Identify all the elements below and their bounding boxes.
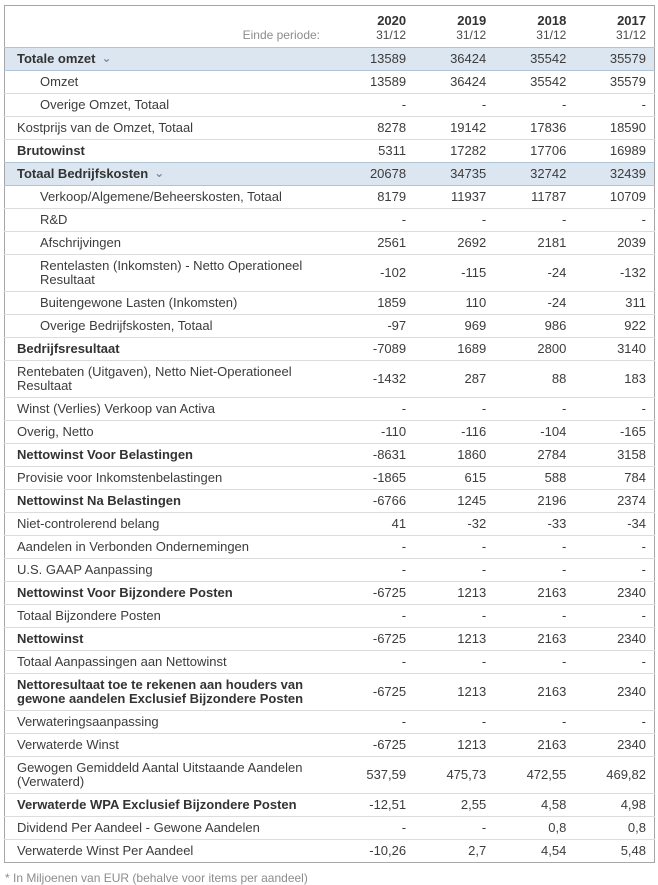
cell-value: - [481, 539, 487, 554]
cell-value: 20678 [369, 166, 407, 181]
cell-value: 17836 [530, 120, 567, 135]
table-row [5, 817, 655, 840]
table-row [5, 711, 655, 734]
cell-value: - [561, 654, 567, 669]
table-row [5, 338, 655, 361]
cell-value: -165 [619, 424, 646, 439]
section-row[interactable] [5, 163, 655, 186]
row-label [5, 292, 335, 315]
cell-value: 2039 [617, 235, 646, 250]
cell-value: 35579 [609, 51, 646, 66]
chevron-down-icon: ⌄ [101, 51, 112, 65]
cell-value: - [481, 562, 487, 577]
row-label-text: Nettowinst Voor Bijzondere Posten [17, 585, 233, 600]
column-header-2017 [574, 6, 654, 48]
row-label [5, 582, 335, 605]
row-label [5, 186, 335, 209]
cell-value: - [641, 97, 646, 112]
cell-value: 34735 [450, 166, 487, 181]
cell-value: 13589 [369, 74, 407, 89]
cell-value: -12,51 [369, 797, 407, 812]
cell-value: -6766 [372, 493, 407, 508]
cell-value: - [641, 608, 646, 623]
table-row [5, 255, 655, 292]
row-label [5, 361, 335, 398]
cell-value: -24 [547, 265, 567, 280]
chevron-down-icon: ⌄ [154, 166, 165, 180]
cell-value: -10,26 [369, 843, 407, 858]
cell-value: 922 [624, 318, 646, 333]
row-label-text: Rentebaten (Uitgaven), Netto Niet-Operationeel Resultaat [17, 364, 292, 393]
cell-value: - [561, 714, 567, 729]
cell-value: -6725 [372, 684, 407, 699]
row-label-text: Rentelasten (Inkomsten) - Netto Operationeel Resultaat [40, 258, 303, 287]
row-label-text: R&D [40, 212, 68, 227]
cell-value: 13589 [369, 51, 407, 66]
row-label [5, 209, 335, 232]
cell-value: 287 [464, 371, 487, 386]
row-label [5, 338, 335, 361]
table-row [5, 71, 655, 94]
row-label[interactable] [5, 163, 335, 186]
table-row [5, 536, 655, 559]
cell-value: - [481, 714, 487, 729]
cell-value: 472,55 [526, 767, 567, 782]
row-label [5, 536, 335, 559]
row-label [5, 794, 335, 817]
row-label-text: Brutowinst [17, 143, 85, 158]
row-label [5, 757, 335, 794]
row-label-text: Overige Omzet, Totaal [40, 97, 170, 112]
table-row [5, 292, 655, 315]
row-label [5, 559, 335, 582]
cell-value: 784 [624, 470, 646, 485]
row-label [5, 421, 335, 444]
column-year-label: 2017 [617, 13, 646, 28]
cell-value: - [561, 401, 567, 416]
row-label [5, 840, 335, 863]
cell-value: 1213 [457, 737, 487, 752]
cell-value: - [401, 654, 407, 669]
units-footnote: * In Miljoenen van EUR (behalve voor items per aandeel) [5, 871, 308, 885]
row-label [5, 444, 335, 467]
cell-value: 18590 [609, 120, 646, 135]
cell-value: 2784 [537, 447, 567, 462]
cell-value: 1245 [457, 493, 487, 508]
cell-value: -8631 [372, 447, 407, 462]
cell-value: 4,54 [541, 843, 567, 858]
cell-value: - [561, 608, 567, 623]
cell-value: 4,98 [620, 797, 646, 812]
cell-value: - [481, 608, 487, 623]
cell-value: -7089 [372, 341, 407, 356]
row-label-text: U.S. GAAP Aanpassing [17, 562, 153, 577]
row-label-text: Provisie voor Inkomstenbelastingen [17, 470, 223, 485]
cell-value: 36424 [450, 74, 487, 89]
row-label [5, 490, 335, 513]
table-row [5, 186, 655, 209]
cell-value: 3140 [617, 341, 646, 356]
cell-value: 1689 [457, 341, 487, 356]
cell-value: 32742 [530, 166, 567, 181]
cell-value: 0,8 [548, 820, 567, 835]
cell-value: 1859 [377, 295, 407, 310]
cell-value: - [641, 562, 646, 577]
cell-value: 88 [551, 371, 567, 386]
cell-value: 2561 [377, 235, 407, 250]
table-row [5, 140, 655, 163]
table-row [5, 444, 655, 467]
row-label-text: Nettowinst [17, 631, 84, 646]
row-label [5, 140, 335, 163]
cell-value: - [401, 820, 407, 835]
cell-value: 986 [544, 318, 567, 333]
cell-value: 3158 [617, 447, 646, 462]
row-label [5, 398, 335, 421]
row-label [5, 734, 335, 757]
cell-value: -104 [540, 424, 567, 439]
cell-value: 16989 [609, 143, 646, 158]
column-year-label: 2019 [457, 13, 487, 28]
cell-value: - [641, 212, 646, 227]
row-label-text: Verkoop/Algemene/Beheerskosten, Totaal [40, 189, 282, 204]
row-label-text: Overig, Netto [17, 424, 94, 439]
cell-value: 17282 [450, 143, 487, 158]
table-row [5, 467, 655, 490]
table-row [5, 794, 655, 817]
table-row [5, 513, 655, 536]
cell-value: 17706 [530, 143, 567, 158]
cell-value: - [401, 539, 407, 554]
cell-value: -110 [381, 424, 407, 439]
cell-value: -6725 [372, 585, 407, 600]
cell-value: 588 [544, 470, 567, 485]
cell-value: - [561, 539, 567, 554]
end-period-label: Einde periode: [5, 6, 335, 48]
table-header [5, 6, 655, 48]
cell-value: - [641, 401, 646, 416]
cell-value: 2340 [617, 737, 646, 752]
cell-value: - [401, 714, 407, 729]
cell-value: 41 [391, 516, 407, 531]
column-date-label: 31/12 [536, 28, 567, 42]
income-statement-table [4, 5, 655, 863]
row-label [5, 94, 335, 117]
row-label-text: Verwaterde Winst Per Aandeel [17, 843, 194, 858]
column-year-label: 2018 [537, 13, 567, 28]
cell-value: 1213 [457, 585, 487, 600]
cell-value: 11787 [531, 189, 567, 204]
header-row [5, 6, 655, 48]
cell-value: -32 [467, 516, 487, 531]
cell-value: 8278 [377, 120, 407, 135]
row-label-text: Bedrijfsresultaat [17, 341, 120, 356]
row-label [5, 315, 335, 338]
column-header-2020 [334, 6, 414, 48]
cell-value: 2196 [537, 493, 567, 508]
table-row [5, 651, 655, 674]
cell-value: 1860 [457, 447, 487, 462]
cell-value: - [401, 97, 407, 112]
cell-value: - [401, 212, 407, 227]
column-date-label: 31/12 [456, 28, 487, 42]
cell-value: - [641, 714, 646, 729]
cell-value: 0,8 [627, 820, 646, 835]
cell-value: -115 [461, 265, 487, 280]
row-label-text: Overige Bedrijfskosten, Totaal [40, 318, 213, 333]
column-date-label: 31/12 [376, 28, 407, 42]
cell-value: -33 [547, 516, 567, 531]
table-row [5, 757, 655, 794]
table-row [5, 628, 655, 651]
cell-value: 1213 [457, 631, 487, 646]
cell-value: - [481, 401, 487, 416]
table-row [5, 582, 655, 605]
table-row [5, 94, 655, 117]
column-year-label: 2020 [377, 13, 407, 28]
cell-value: - [561, 97, 567, 112]
cell-value: - [481, 820, 487, 835]
table-row [5, 421, 655, 444]
cell-value: 2181 [537, 235, 567, 250]
cell-value: - [401, 608, 407, 623]
cell-value: -1432 [372, 371, 407, 386]
cell-value: - [481, 654, 487, 669]
row-label-text: Totaal Bedrijfskosten [17, 166, 149, 181]
cell-value: -1865 [372, 470, 407, 485]
row-label-text: Niet-controlerend belang [17, 516, 160, 531]
row-label-text: Totaal Aanpassingen aan Nettowinst [17, 654, 227, 669]
cell-value: 8179 [377, 189, 407, 204]
cell-value: 2163 [537, 585, 567, 600]
table-row [5, 361, 655, 398]
row-label [5, 605, 335, 628]
cell-value: 2340 [617, 631, 646, 646]
row-label-text: Totaal Bijzondere Posten [17, 608, 161, 623]
row-label-text: Aandelen in Verbonden Ondernemingen [17, 539, 250, 554]
row-label-text: Afschrijvingen [40, 235, 121, 250]
cell-value: 2163 [537, 737, 567, 752]
cell-value: 2,55 [460, 797, 487, 812]
row-label [5, 817, 335, 840]
cell-value: 35542 [530, 51, 567, 66]
table-row [5, 605, 655, 628]
table-row [5, 840, 655, 863]
row-label-text: Dividend Per Aandeel - Gewone Aandelen [17, 820, 260, 835]
table-row [5, 734, 655, 757]
cell-value: -24 [547, 295, 567, 310]
table-row [5, 490, 655, 513]
cell-value: 4,58 [541, 797, 567, 812]
cell-value: - [561, 562, 567, 577]
table-row [5, 559, 655, 582]
row-label-text: Gewogen Gemiddeld Aantal Uitstaande Aandelen (Verwaterd) [17, 760, 303, 789]
row-label-text: Verwaterde WPA Exclusief Bijzondere Posten [17, 797, 297, 812]
cell-value: 10709 [609, 189, 646, 204]
row-label [5, 467, 335, 490]
row-label [5, 674, 335, 711]
row-label [5, 711, 335, 734]
row-label[interactable] [5, 48, 335, 71]
cell-value: 35579 [609, 74, 646, 89]
cell-value: 969 [464, 318, 487, 333]
row-label [5, 232, 335, 255]
cell-value: 2163 [537, 631, 567, 646]
cell-value: -34 [627, 516, 646, 531]
row-label [5, 255, 335, 292]
row-label-text: Verwaterde Winst [17, 737, 119, 752]
column-header-2018 [494, 6, 574, 48]
table-row [5, 117, 655, 140]
row-label-text: Buitengewone Lasten (Inkomsten) [40, 295, 238, 310]
cell-value: 2692 [457, 235, 487, 250]
cell-value: - [401, 401, 407, 416]
cell-value: 1213 [457, 684, 487, 699]
cell-value: -6725 [372, 631, 407, 646]
cell-value: 2340 [617, 684, 646, 699]
row-label-text: Winst (Verlies) Verkoop van Activa [17, 401, 215, 416]
cell-value: 5311 [378, 143, 407, 158]
table-row [5, 398, 655, 421]
row-label [5, 117, 335, 140]
cell-value: 615 [464, 470, 487, 485]
row-label-text: Nettowinst Voor Belastingen [17, 447, 193, 462]
cell-value: 11937 [451, 189, 487, 204]
cell-value: 183 [624, 371, 646, 386]
table-row [5, 232, 655, 255]
cell-value: - [641, 654, 646, 669]
column-header-2019 [414, 6, 494, 48]
cell-value: -97 [387, 318, 407, 333]
section-row[interactable] [5, 48, 655, 71]
row-label-text: Verwateringsaanpassing [17, 714, 159, 729]
row-label-text: Totale omzet [17, 51, 96, 66]
table-row [5, 674, 655, 711]
cell-value: 19142 [450, 120, 487, 135]
cell-value: - [561, 212, 567, 227]
cell-value: 110 [465, 295, 487, 310]
row-label [5, 513, 335, 536]
cell-value: 2800 [537, 341, 567, 356]
cell-value: 475,73 [446, 767, 487, 782]
cell-value: -102 [380, 265, 407, 280]
row-label [5, 71, 335, 94]
cell-value: 469,82 [606, 767, 646, 782]
cell-value: 2374 [617, 493, 646, 508]
row-label-text: Kostprijs van de Omzet, Totaal [17, 120, 194, 135]
cell-value: - [481, 97, 487, 112]
row-label-text: Nettoresultaat toe te rekenen aan houders van gewone aandelen Exclusief Bijzondere Posten [17, 677, 304, 706]
cell-value: - [401, 562, 407, 577]
cell-value: 2163 [537, 684, 567, 699]
table-body [5, 48, 655, 863]
row-label-text: Omzet [40, 74, 79, 89]
table-row [5, 209, 655, 232]
cell-value: 311 [625, 295, 646, 310]
cell-value: - [481, 212, 487, 227]
row-label-text: Nettowinst Na Belastingen [17, 493, 181, 508]
cell-value: 5,48 [620, 843, 646, 858]
cell-value: 32439 [609, 166, 646, 181]
row-label [5, 651, 335, 674]
cell-value: -6725 [372, 737, 407, 752]
cell-value: 2,7 [468, 843, 487, 858]
cell-value: 2340 [617, 585, 646, 600]
cell-value: -132 [619, 265, 646, 280]
cell-value: -116 [461, 424, 487, 439]
cell-value: 537,59 [366, 767, 407, 782]
row-label [5, 628, 335, 651]
cell-value: - [641, 539, 646, 554]
column-date-label: 31/12 [615, 28, 646, 42]
table-row [5, 315, 655, 338]
cell-value: 36424 [450, 51, 487, 66]
cell-value: 35542 [530, 74, 567, 89]
